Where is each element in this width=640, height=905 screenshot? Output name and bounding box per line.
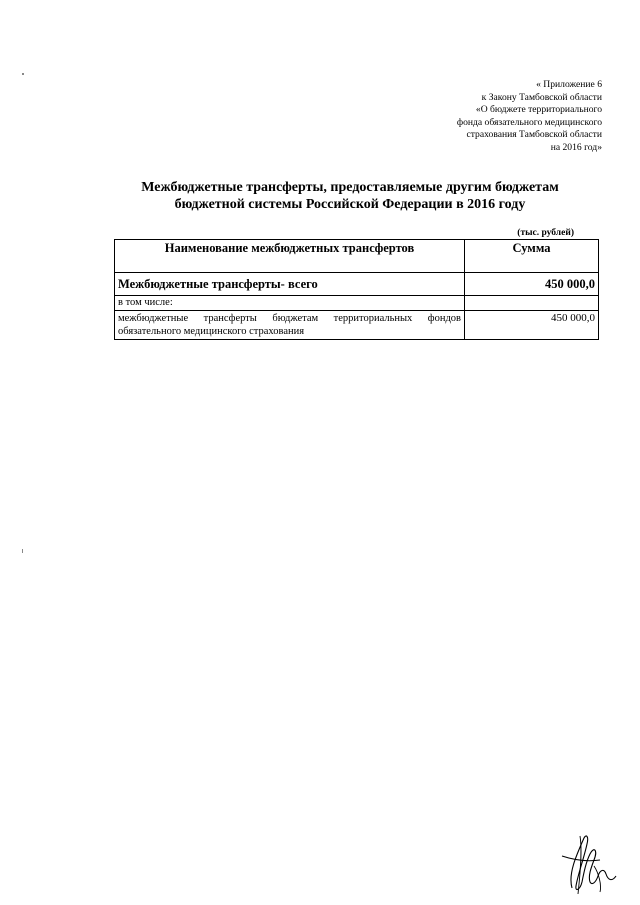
header-name: Наименование межбюджетных трансфертов	[115, 240, 465, 273]
row-amount: 450 000,0	[465, 273, 599, 296]
signature-stroke	[571, 836, 616, 889]
title-line-2: бюджетной системы Российской Федерации в 2016 году	[174, 197, 526, 212]
scan-speck	[22, 549, 23, 553]
scan-speck	[22, 73, 24, 75]
row-name: Межбюджетные трансферты- всего	[115, 273, 465, 296]
appendix-line: на 2016 год»	[550, 141, 602, 153]
table-header-row	[115, 240, 599, 273]
row-amount	[465, 296, 599, 311]
appendix-line: страхования Тамбовской области	[466, 129, 602, 141]
row-name: межбюджетные трансферты бюджетам территориальных фондов обязательного медицинского страхования	[115, 311, 465, 340]
appendix-line: фонда обязательного медицинского	[456, 116, 602, 128]
transfers-table	[114, 239, 599, 340]
table-row-total	[115, 273, 599, 296]
table-row-subheading	[115, 296, 599, 311]
row-amount: 450 000,0	[465, 311, 599, 340]
units-label: (тыс. рублей)	[517, 228, 574, 238]
appendix-line: « Приложение 6	[536, 79, 602, 90]
appendix-line: к Закону Тамбовской области	[481, 91, 602, 103]
appendix-reference	[302, 79, 602, 155]
header-amount: Сумма	[465, 240, 599, 273]
table-row	[115, 311, 599, 340]
document-title	[100, 179, 600, 213]
row-name: в том числе:	[115, 296, 465, 311]
handwritten-signature	[554, 826, 620, 896]
title-line-1: Межбюджетные трансферты, предоставляемые другим бюджетам	[141, 180, 559, 195]
appendix-line: «О бюджете территориального	[475, 104, 602, 116]
